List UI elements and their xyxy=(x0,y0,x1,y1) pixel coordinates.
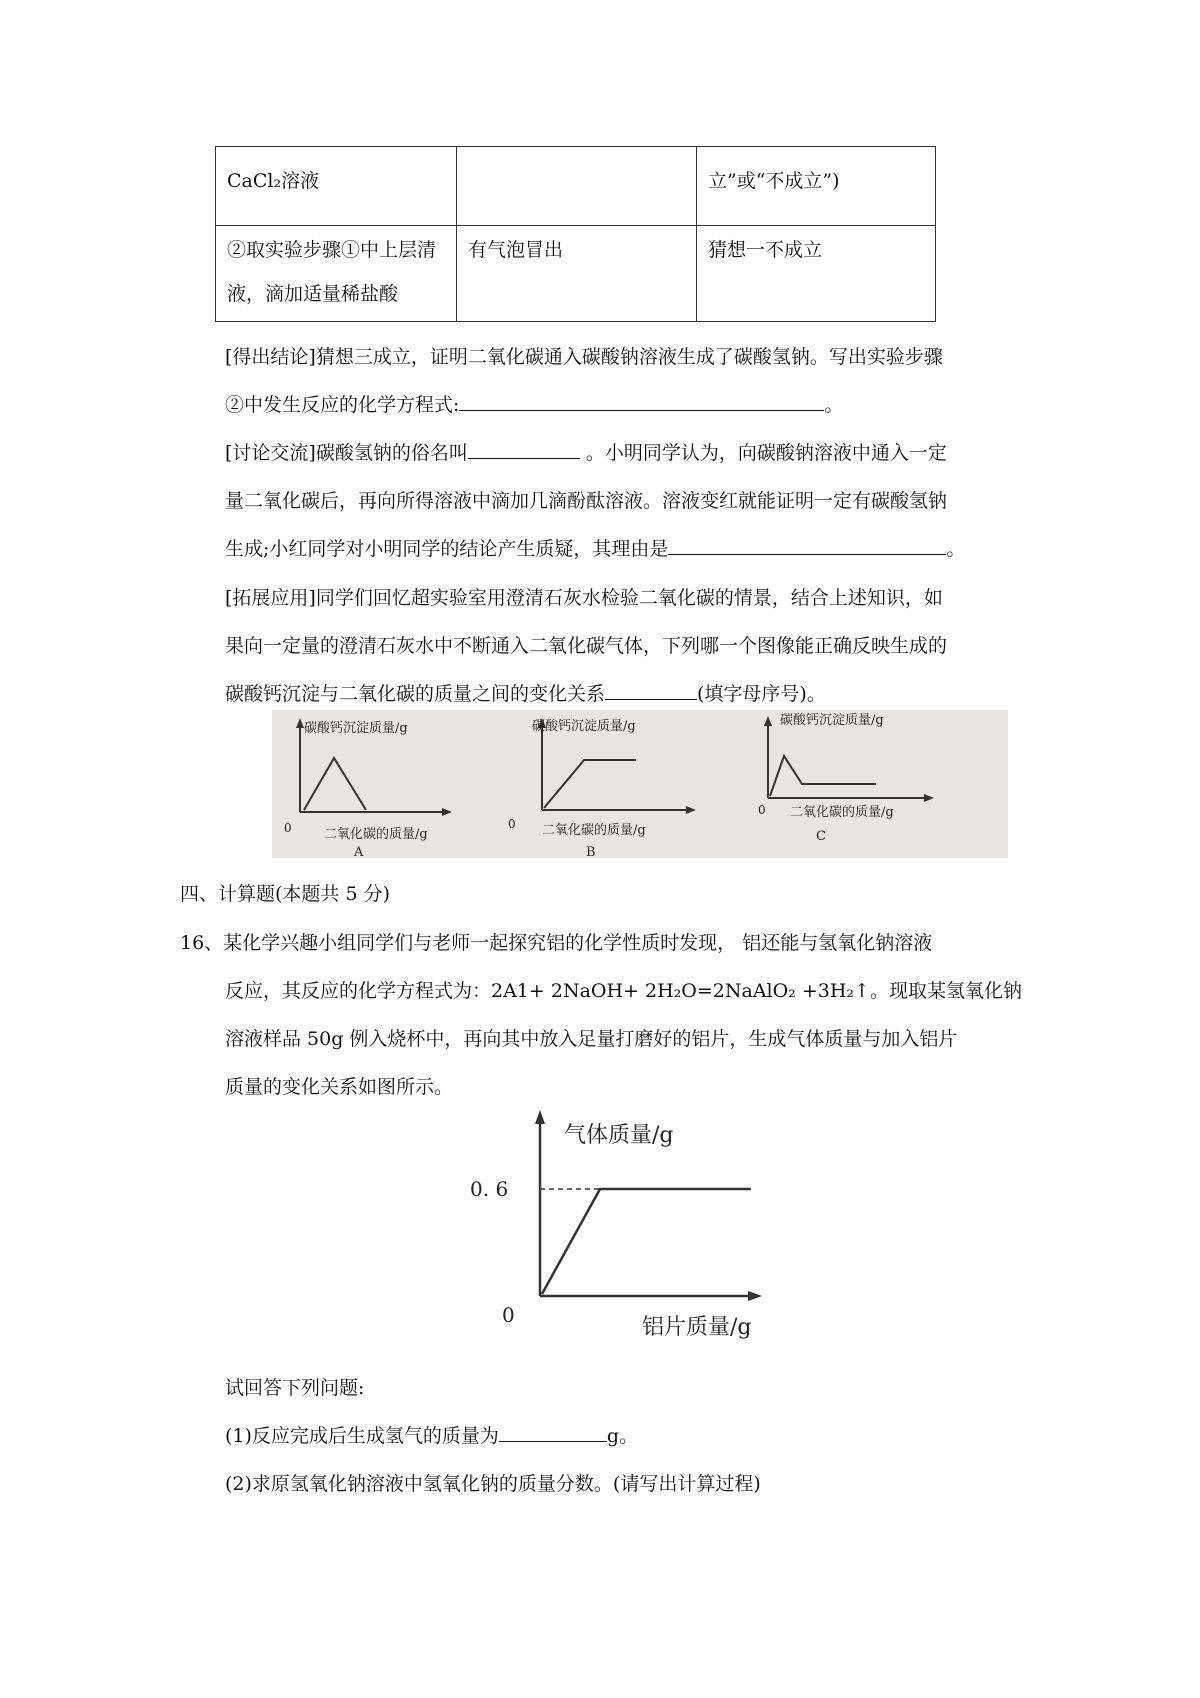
questions-intro: 试回答下列问题: xyxy=(225,1377,365,1399)
x-axis-arrow xyxy=(748,1291,762,1301)
table-row xyxy=(216,147,936,226)
extension-line3: 碳酸钙沉淀与二氧化碳的质量之间的变化关系 (填字母序号)。 xyxy=(225,683,826,705)
y-axis-arrow xyxy=(535,1110,545,1124)
table-cell-step: ②取实验步骤①中上层清 液，滴加适量稀盐酸 xyxy=(216,226,457,322)
table-row xyxy=(216,226,936,322)
answer-blank-hydrogen-mass[interactable] xyxy=(499,1423,607,1442)
gas-curve xyxy=(542,1189,751,1294)
y-tick-label: 0. 6 xyxy=(470,1177,509,1201)
q16-line3: 溶液样品 50g 例入烧杯中，再向其中放入足量打磨好的铝片，生成气体质量与加入铝片 xyxy=(225,1028,958,1050)
discussion-line1: [讨论交流]碳酸氢钠的俗名叫 。小明同学认为，向碳酸钠溶液中通入一定 xyxy=(225,442,947,464)
answer-blank-common-name[interactable] xyxy=(468,440,580,459)
section-heading: 四、计算题(本题共 5 分) xyxy=(180,883,390,905)
graph-a-ylabel: 碳酸钙沉淀质量/g xyxy=(304,721,408,736)
graph-a-letter: A xyxy=(354,845,364,858)
chart-xlabel: 铝片质量/g xyxy=(642,1315,752,1340)
graph-c xyxy=(764,716,934,802)
chart-origin: 0 xyxy=(502,1303,515,1327)
extension-line2: 果向一定量的澄清石灰水中不断通入二氧化碳气体，下列哪一个图像能正确反映生成的 xyxy=(225,635,948,657)
graph-options-svg xyxy=(272,710,1008,858)
table-cell-conclusion: 立”或“不成立”) xyxy=(697,147,936,226)
graph-a-origin: 0 xyxy=(284,821,292,835)
extension-line1: [拓展应用]同学们回忆超实验室用澄清石灰水检验二氧化碳的情景，结合上述知识，如 xyxy=(225,587,943,609)
graph-c-curve xyxy=(770,756,876,796)
graph-b-origin: 0 xyxy=(508,817,516,831)
conclusion-line2: ②中发生反应的化学方程式: 。 xyxy=(225,394,844,416)
graph-c-letter: C xyxy=(816,829,826,844)
graph-a-x-arrow xyxy=(442,808,452,816)
table-cell-step: CaCl₂溶液 xyxy=(216,147,457,226)
graph-b-ylabel: 碳酸钙沉淀质量/g xyxy=(532,719,636,734)
answer-blank-reason[interactable] xyxy=(668,536,946,555)
graph-c-y-arrow xyxy=(764,716,772,726)
chart-ylabel: 气体质量/g xyxy=(564,1123,674,1148)
graph-a-curve xyxy=(304,758,366,810)
answer-blank-graph-letter[interactable] xyxy=(605,681,697,700)
answer-blank-equation[interactable] xyxy=(459,392,824,411)
gas-mass-chart-svg xyxy=(440,1100,860,1360)
experiment-table xyxy=(215,146,936,322)
question-1: (1)反应完成后生成氢气的质量为 g。 xyxy=(225,1425,639,1447)
table-cell-conclusion: 猜想一不成立 xyxy=(697,226,936,322)
q16-line1: 16、某化学兴趣小组同学们与老师一起探究铝的化学性质时发现， 铝还能与氢氧化钠溶液 xyxy=(180,932,933,954)
q16-line4: 质量的变化关系如图所示。 xyxy=(225,1076,454,1098)
graph-b-curve xyxy=(544,760,636,808)
table-cell-phenomenon xyxy=(457,147,697,226)
q16-line2: 反应，其反应的化学方程式为：2A1+ 2NaOH+ 2H₂O=2NaAlO₂ +3H₂↑。现取某氢氧化钠 xyxy=(225,980,1022,1002)
graph-a-y-arrow xyxy=(296,718,304,728)
graph-c-xlabel: 二氧化碳的质量/g xyxy=(790,805,894,820)
graph-b-x-arrow xyxy=(686,806,696,814)
question-2: (2)求原氢氧化钠溶液中氢氧化钠的质量分数。(请写出计算过程) xyxy=(225,1473,761,1495)
graph-c-ylabel: 碳酸钙沉淀质量/g xyxy=(780,713,884,728)
graph-b-xlabel: 二氧化碳的质量/g xyxy=(542,823,646,838)
gas-mass-chart xyxy=(440,1100,860,1360)
graph-options-figure xyxy=(272,710,1008,858)
graph-c-origin: 0 xyxy=(758,803,766,817)
graph-c-x-arrow xyxy=(924,794,934,802)
conclusion-line1: [得出结论]猜想三成立，证明二氧化碳通入碳酸钠溶液生成了碳酸氢钠。写出实验步骤 xyxy=(225,346,943,368)
graph-b-letter: B xyxy=(586,845,596,858)
discussion-line2: 量二氧化碳后，再向所得溶液中滴加几滴酚酞溶液。溶液变红就能证明一定有碳酸氢钠 xyxy=(225,490,948,512)
table-cell-phenomenon: 有气泡冒出 xyxy=(457,226,697,322)
discussion-line3: 生成;小红同学对小明同学的结论产生质疑，其理由是 。 xyxy=(225,538,966,560)
graph-a-xlabel: 二氧化碳的质量/g xyxy=(324,827,428,842)
